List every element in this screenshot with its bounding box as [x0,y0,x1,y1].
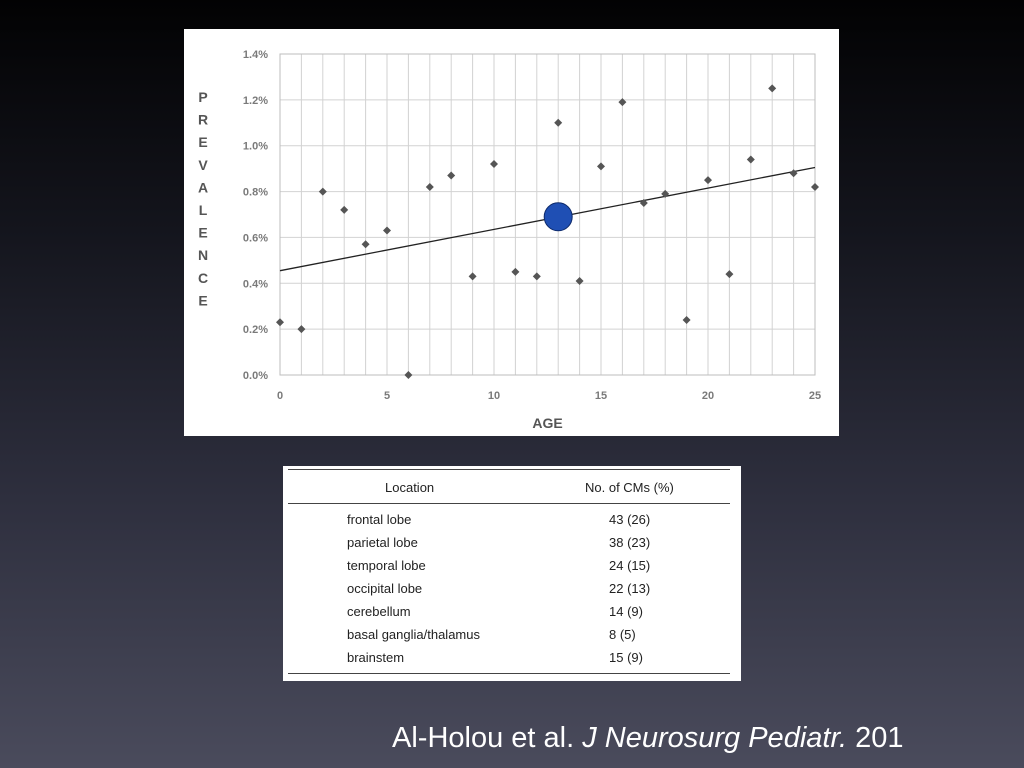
y-axis-label-letter: E [198,224,208,241]
prevalence-scatter-chart [184,29,839,436]
data-point [469,272,477,280]
data-point [554,119,562,127]
table-panel [283,466,741,681]
row-location: frontal lobe [347,512,412,527]
y-tick-label: 1.4% [242,49,268,61]
data-point [533,272,541,280]
citation [392,722,1024,755]
y-axis-label-letter: V [198,156,208,173]
data-point [811,183,819,191]
x-tick-label: 0 [276,390,284,402]
data-point [276,318,284,326]
row-location: occipital lobe [347,581,423,596]
row-location: temporal lobe [347,558,426,573]
y-axis-label-letter: P [198,89,208,105]
highlight-point [544,203,572,231]
table-row [288,623,730,646]
citation-year: 201 [847,722,904,754]
row-count: 38 (23) [609,535,651,550]
row-location: cerebellum [347,604,411,619]
data-point [362,240,370,248]
table-row [288,600,730,623]
table-row [288,531,730,554]
row-location: basal ganglia/thalamus [347,627,480,642]
table-row [288,554,730,577]
table-row [288,504,730,532]
row-location: parietal lobe [347,535,418,550]
row-count: 22 (13) [609,581,651,596]
y-tick-label: 1.0% [242,140,268,153]
data-point [447,172,455,180]
row-location: brainstem [288,646,585,674]
data-point [704,176,712,184]
data-point [768,84,776,92]
y-axis-label-letter: N [197,247,209,264]
y-axis-label-letter: C [197,269,209,286]
data-point [426,183,434,191]
citation-authors: Al-Holou et al. [392,722,583,754]
data-point [404,371,412,379]
x-axis-label: AGE [532,415,563,431]
table-row [288,577,730,600]
y-tick-label: 0.4% [242,278,268,291]
table-header-row [288,470,730,504]
y-tick-label: 0.6% [242,232,268,245]
data-point [597,162,605,170]
citation-journal: J Neurosurg Pediatr. [582,722,848,754]
chart-panel [184,29,839,436]
data-point [319,188,327,196]
data-point [683,316,691,324]
x-tick-label: 15 [594,390,608,402]
y-tick-label: 0.0% [242,370,268,382]
row-count: 14 (9) [609,604,643,619]
data-point [511,268,519,276]
data-point [383,227,391,235]
data-point [340,206,348,214]
row-count: 15 (9) [585,646,730,674]
y-tick-label: 0.2% [242,324,268,337]
row-count: 43 (26) [609,512,651,527]
data-point [725,270,733,278]
header-location: Location [288,470,585,504]
y-tick-label: 0.8% [242,186,268,199]
header-count: No. of CMs (%) [585,470,730,504]
table-row [288,646,730,674]
data-point [747,155,755,163]
row-count: 24 (15) [609,558,651,573]
data-point [618,98,626,106]
row-count: 8 (5) [609,627,636,642]
y-axis-label-letter: L [198,202,208,218]
y-axis-label-letter: A [197,179,209,196]
data-point [297,325,305,333]
y-axis-label-letter: R [197,111,209,128]
x-tick-label: 5 [383,390,391,402]
y-axis-label-letter: E [198,292,208,309]
data-point [490,160,498,168]
cm-location-table [288,469,730,674]
x-tick-label: 20 [701,390,715,402]
x-tick-label: 10 [487,390,501,402]
y-axis-label-letter: E [198,134,208,151]
x-tick-label: 25 [808,390,822,402]
y-tick-label: 1.2% [242,94,268,107]
data-point [576,277,584,285]
